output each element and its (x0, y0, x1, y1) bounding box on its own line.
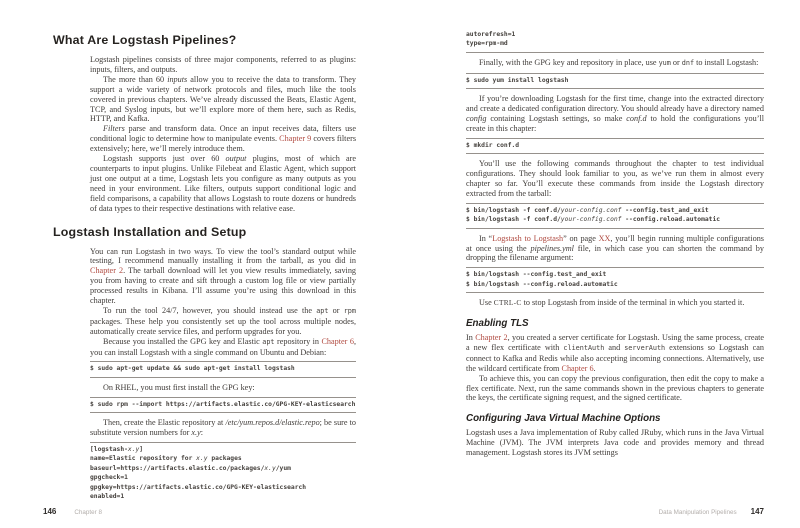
text-run: containing Logstash settings, so make (486, 113, 627, 123)
text-run: Logstash uses a Java implementation of Ruby called JRuby, which runs in the Java Virtual Machine (JVM). The JVM interprets Java code and provides memory and thread management. Logstash stores its JVM settings (466, 428, 764, 458)
paragraph (466, 58, 764, 69)
italic-text: pipelines.yml (530, 243, 574, 253)
text-run: . (593, 363, 596, 373)
paragraph (90, 306, 356, 337)
code-block (466, 30, 764, 53)
italic-text: config (466, 113, 487, 123)
code-text: $ mkdir conf.d (466, 141, 520, 149)
text-run: extensions so Logstash can connect to Kafka and Redis while also accepting incoming connections. Alternatively, use the wildcard certificate from (466, 342, 764, 373)
code-line (466, 215, 764, 224)
paragraph (466, 94, 764, 134)
code-placeholder: x.y (264, 464, 276, 472)
text-run: . The tarball download will let you view results immediately, saving you from having to create and sift through a custom log file or view partially processed results in Kibana. I’ll assume you’re using this download in this chapter. (90, 266, 357, 306)
code-text: $ bin/logstash --config.reload.automatic (466, 280, 618, 288)
text-run: The more than 60 (103, 74, 168, 84)
code-text: [logstash- (90, 446, 128, 453)
code-line (90, 473, 356, 482)
section-heading: What Are Logstash Pipelines? (53, 33, 237, 47)
text-run: You’ll use the following commands throughout the chapter to test individual configurations. They should look familiar to you, as we’ve run them in almost every chapter so far. You’ll execute these commands from inside the Logstash directory extracted from the tarball: (466, 159, 764, 198)
subsection-heading: Configuring Java Virtual Machine Options (466, 413, 661, 425)
code-line (90, 400, 356, 409)
code-line (90, 445, 356, 454)
text-run: , you created a server certificate for Logstash. Using the same process, create a new flex certificate with (466, 333, 765, 352)
code-line (90, 454, 356, 463)
code-line (466, 30, 764, 39)
code-line (90, 464, 356, 473)
code-text: $ bin/logstash -f conf.d/ (466, 216, 561, 224)
inline-code: apt (262, 337, 275, 346)
code-text: $ sudo rpm --import https://artifacts.elastic.co/GPG-KEY-elasticsearch (90, 400, 356, 408)
code-block (466, 267, 764, 293)
text-run: If you’re downloading Logstash for the first time, change into the extracted directory and create a dedicated configuration directory. You should already have a directory named (466, 94, 764, 114)
code-line (466, 76, 764, 85)
code-line (90, 492, 356, 501)
text-run: , you can install Logstash with a single command on Ubuntu and Debian: (90, 336, 356, 357)
inline-code: clientAuth (563, 343, 605, 352)
text-run: allow you to receive the data to transform. They support a wide variety of network protocols and files, much like the tools covered in previous chapters. We’ve already discussed the Beats, Elastic Agent, TCP, and Syslog inputs, but we’ll explore more of them here, such as Redis, HTTP, and Kafka. (90, 74, 357, 124)
cross-reference-link[interactable]: Logstash to Logstash (492, 233, 564, 243)
code-line (466, 39, 764, 48)
text-run: On RHEL, you must first install the GPG key: (103, 382, 255, 392)
text-run: Logstash supports just over 60 (103, 154, 226, 164)
code-text: ] (139, 446, 144, 453)
text-run: In (466, 333, 476, 343)
text-run: You can run Logstash in two ways. To view the tool’s standard output while testing, I recommend manually installing it from the tarball, as you did in (90, 246, 356, 266)
keyboard-key: CTRL-C (493, 298, 522, 308)
text-run: Finally, with the GPG key and repository in place, use (479, 57, 659, 67)
code-text: $ sudo yum install logstash (466, 76, 569, 84)
code-text: baseurl=https://artifacts.elastic.co/packages/ (90, 464, 265, 472)
code-block (90, 361, 356, 377)
paragraph (90, 383, 356, 393)
text-run: To run the tool 24/7, however, you should instead use the (103, 305, 317, 315)
italic-text: output (225, 154, 247, 164)
paragraph (466, 428, 764, 458)
code-text: --config.reload.automatic (621, 216, 721, 224)
cross-reference-link[interactable]: Chapter 2 (90, 266, 124, 276)
left-page-content (53, 30, 357, 506)
text-run: Then, create the Elastic repository at (103, 418, 226, 428)
paragraph (90, 55, 356, 75)
code-line (466, 280, 764, 289)
text-run: Because you installed the GPG key and Elastic (103, 336, 263, 346)
code-text: $ bin/logstash --config.test_and_exit (466, 271, 607, 279)
text-run: ” on page (563, 233, 599, 243)
paragraph (90, 124, 356, 154)
code-line (90, 483, 356, 492)
page-number: 147 (750, 507, 764, 516)
code-text: /yum (275, 464, 291, 472)
cross-reference-link[interactable]: Chapter 6 (321, 336, 354, 346)
code-text: autorefresh=1 (466, 31, 516, 38)
inline-code: yum (658, 58, 671, 67)
inline-code: serverAuth (624, 343, 666, 352)
page-number: 146 (43, 507, 57, 516)
text-run: In “ (479, 233, 493, 243)
cross-reference-link[interactable]: XX (598, 233, 611, 243)
paragraph (90, 75, 356, 125)
left-page-footer (43, 501, 102, 519)
paragraph (90, 418, 356, 438)
cross-reference-link[interactable]: Chapter 2 (475, 333, 508, 343)
code-text: gpgcheck=1 (90, 474, 128, 482)
subsection-heading: Enabling TLS (466, 318, 529, 330)
code-placeholder: x.y (127, 446, 140, 453)
cross-reference-link[interactable]: Chapter 9 (279, 134, 312, 144)
text-run: To achieve this, you can copy the previous configuration, then edit the copy to make a flex certificate. Next, run the same commands shown in the previous chapters to generate the keys, the certificate signing request, and the signed certificate. (466, 373, 764, 403)
paragraph (90, 247, 356, 306)
paragraph (90, 154, 356, 213)
text-run: or (328, 305, 344, 315)
italic-text: conf.d (626, 113, 647, 123)
page-right (400, 0, 800, 528)
italic-text: /etc/yum.repos.d/elastic.repo (225, 418, 320, 428)
code-text: --config.test_and_exit (621, 206, 709, 214)
text-run: repository in (274, 336, 322, 346)
code-text: $ bin/logstash -f conf.d/ (466, 206, 561, 214)
code-line (466, 206, 764, 215)
text-run: : (200, 428, 204, 438)
inline-code: dnf (681, 58, 695, 67)
code-text: type=rpm-md (466, 40, 508, 48)
right-page-footer (659, 501, 764, 519)
text-run: ; be sure to substitute version numbers for (90, 418, 357, 438)
cross-reference-link[interactable]: Chapter 6 (561, 363, 594, 373)
code-placeholder: your-config.conf (560, 216, 622, 224)
code-block (466, 73, 764, 89)
paragraph (90, 337, 356, 358)
code-line (466, 141, 764, 150)
paragraph (466, 234, 764, 264)
section-heading: Logstash Installation and Setup (53, 224, 247, 239)
code-text: gpgkey=https://artifacts.elastic.co/GPG-KEY-elasticsearch (90, 483, 307, 491)
code-block (90, 397, 356, 413)
running-footer-chapter: Chapter 8 (74, 509, 103, 516)
italic-text: x.y (191, 428, 201, 438)
paragraph (466, 333, 764, 374)
paragraph (466, 159, 764, 199)
inline-code: apt (316, 306, 329, 315)
text-run: to stop Logstash from inside of the terminal in which you started it. (521, 298, 745, 308)
running-footer-section: Data Manipulation Pipelines (658, 509, 737, 516)
inline-code: rpm (343, 306, 356, 315)
code-text: name=Elastic repository for (90, 455, 197, 463)
italic-text: inputs (167, 74, 188, 84)
text-run: parse and transform data. Once an input receives data, filters use conditional logic to determine how to manipulate events. (90, 124, 356, 144)
text-run: to install Logstash: (694, 57, 759, 67)
code-block (466, 203, 764, 229)
right-page-content (466, 30, 764, 458)
text-run: file, in which case you can shorten the command by dropping the filename argument: (466, 243, 764, 263)
text-run: to hold the configurations you’ll create in this chapter: (466, 113, 765, 133)
text-run: covers filters extensively; here, we’ll merely introduce them. (90, 134, 356, 154)
italic-text: Filters (103, 124, 125, 134)
code-placeholder: x.y (196, 455, 208, 463)
code-text: packages (207, 455, 242, 463)
paragraph (466, 298, 764, 308)
text-run: , you’ll begin running multiple configurations at once using the (466, 233, 764, 253)
paragraph (466, 374, 764, 404)
text-run: packages. These help you consistently set up the tool across multiple nodes, automatically create service files, and perform upgrades for you. (90, 316, 356, 336)
text-run: and (604, 342, 625, 352)
code-line (466, 270, 764, 279)
code-block (466, 138, 764, 154)
text-run: Use (479, 298, 494, 308)
code-line (90, 364, 356, 373)
text-run: Logstash pipelines consists of three major components, referred to as plugins: inputs, filters, and outputs. (90, 55, 356, 74)
code-text: $ sudo apt-get update && sudo apt-get install logstash (90, 365, 295, 373)
text-run: or (670, 57, 682, 67)
code-placeholder: your-config.conf (560, 206, 622, 214)
code-text: enabled=1 (90, 493, 125, 501)
code-block (90, 442, 356, 501)
text-run: plugins, most of which are counterparts to input plugins. Unlike Filebeat and Elastic Agent, which support just one output at a time, Logstash lets you configure as many outputs as you need in your environment. Like filters, outputs support conditional logic and field comparisons, a capability that allows Logstash to route dozens or hundreds of data types to their respective destinations with relative ease. (90, 154, 356, 213)
